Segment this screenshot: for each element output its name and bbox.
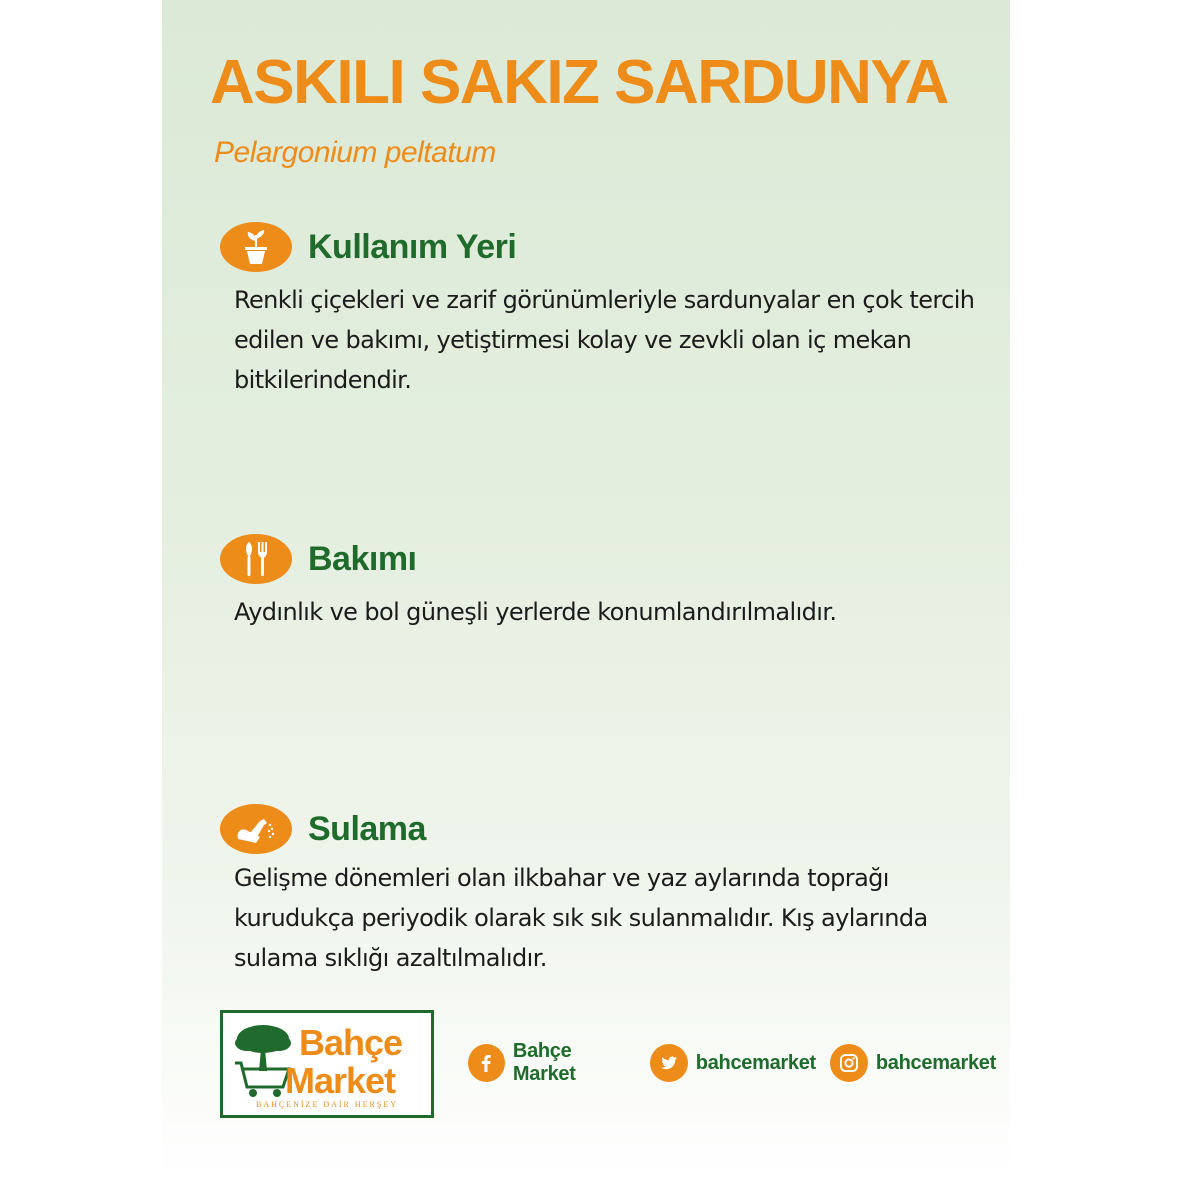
social-links xyxy=(468,1040,1010,1086)
facebook-icon xyxy=(468,1044,505,1082)
section-usage-header xyxy=(220,222,516,272)
page-title: ASKILI SAKIZ SARDUNYA xyxy=(210,48,948,117)
social-twitter[interactable] xyxy=(650,1044,816,1082)
logo-text-bahce: Bahçe xyxy=(299,1022,403,1063)
botanical-name: Pelargonium peltatum xyxy=(214,136,496,169)
section-usage-title: Kullanım Yeri xyxy=(308,227,517,266)
facebook-label: Bahçe Market xyxy=(512,1040,576,1085)
plant-pot-icon xyxy=(220,222,292,272)
logo-tagline: BAHÇENİZE DAİR HERŞEY xyxy=(256,1100,398,1109)
info-card xyxy=(162,0,1010,1180)
twitter-icon xyxy=(650,1044,688,1082)
watering-can-icon xyxy=(220,804,292,854)
section-watering-header xyxy=(220,804,426,854)
section-care-text: Aydınlık ve bol güneşli yerlerde konumlandırılmalıdır. xyxy=(234,598,837,626)
section-care-header xyxy=(220,534,417,584)
logo-text-market: Market xyxy=(285,1060,396,1101)
garden-tools-icon xyxy=(220,534,292,584)
section-care-title: Bakımı xyxy=(308,539,417,578)
section-watering-text: Gelişme dönemleri olan ilkbahar ve yaz aylarında toprağı kurudukça periyodik olarak sık sık sulanmalıdır. Kış aylarında sulama sıklığı azaltılmalıdır. xyxy=(234,864,928,972)
twitter-label: bahcemarket xyxy=(695,1051,816,1074)
social-facebook[interactable] xyxy=(468,1040,636,1086)
bahce-market-logo xyxy=(220,1010,434,1118)
social-instagram[interactable] xyxy=(830,1044,996,1082)
section-watering-title: Sulama xyxy=(308,809,426,848)
instagram-label: bahcemarket xyxy=(875,1051,996,1074)
section-usage-text: Renkli çiçekleri ve zarif görünümleriyle sardunyalar en çok tercih edilen ve bakımı, yetiştirmesi kolay ve zevkli olan iç mekan bitkilerindendir. xyxy=(234,286,975,394)
instagram-icon xyxy=(830,1044,868,1082)
